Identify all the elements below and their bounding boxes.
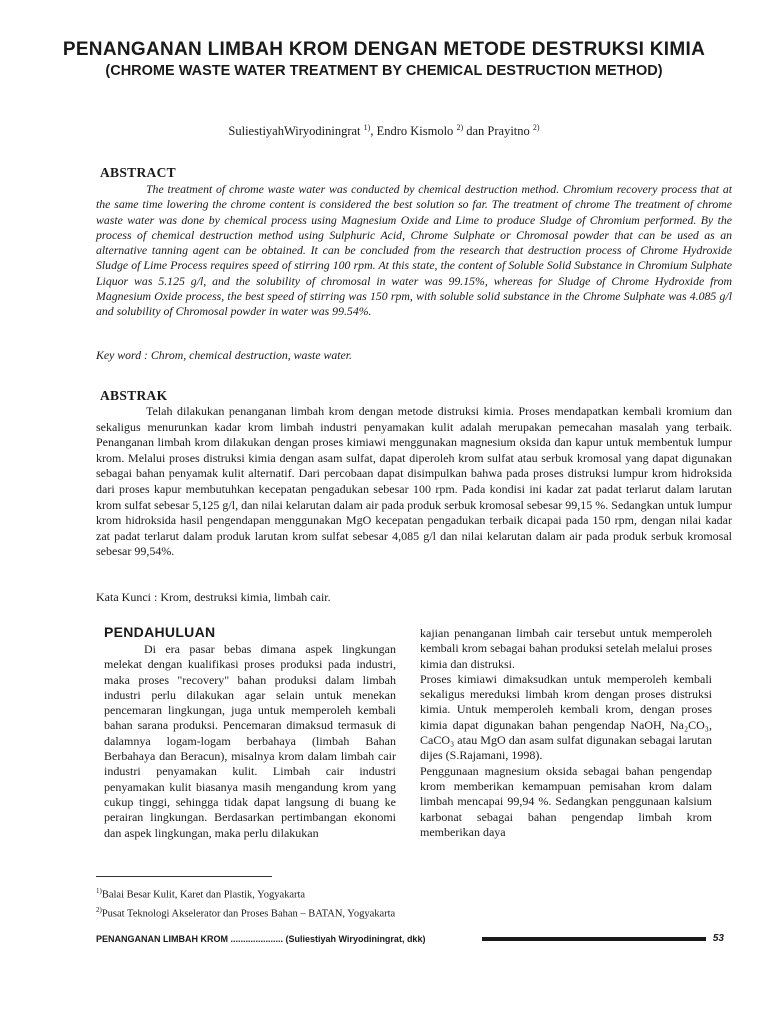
footnote-1-text: Balai Besar Kulit, Karet dan Plastik, Yogyakarta	[101, 889, 306, 901]
footer-rule	[482, 937, 706, 941]
running-head: PENANGANAN LIMBAH KROM ..................... (Suliestiyah Wiryodiningrat, dkk)	[96, 934, 426, 944]
footnote-2	[96, 903, 395, 922]
paper-title: PENANGANAN LIMBAH KROM DENGAN METODE DESTRUKSI KIMIA	[62, 39, 706, 60]
abstrak-heading: ABSTRAK	[100, 388, 168, 403]
footnote-1-mark: 1)	[96, 887, 102, 895]
page-number: 53	[712, 933, 724, 944]
introduction-paragraph: Proses kimiawi dimaksudkan untuk memperoleh kembali sekaligus mereduksi limbah krom dengan proses distruksi kimia. Untuk memperoleh kembali krom, dengan proses kimia dapat digunakan bahan pengendap NaOH, Na₂CO₃, CaCO₃ atau MgO dan asam sulfat digunakan sebagai larutan dijes (S.Rajamani, 1998).	[420, 671, 712, 763]
author-3-affiliation-mark: 2)	[532, 123, 540, 132]
introduction-left-column: Di era pasar bebas dimana aspek lingkungan melekat dengan kualifikasi proses produksi pada industri, maka proses "recovery" bahan produksi dalam limbah industri perlu dilakukan agar selain untuk menekan pencemaran lingkungan, juga untuk memperoleh kembali bahan sarana produksi. Pencemaran dimaksud termasuk di dalamnya logam-logam berbahaya (limbah Bahan Berbahaya dan Beracun), misalnya krom dalam limbah cair industri penyamakan kulit. Limbah cair industri penyamakan kulit biasanya masih mengandung krom yang cukup tinggi, sehingga tidak dapat langsung di buang ke perairan lingkungan. Berdasarkan pertimbangan ekonomi dan aspek lingkungan, maka perlu dilakukan	[104, 642, 396, 840]
abstract-body: The treatment of chrome waste water was conducted by chemical destruction method. Chromium recovery process that at the same time lowering the chrome content is considered the best solution so far. The treatment of chrome The treatment of chrome waste water was done by chemical process using Magnesium Oxide and Lime to produce Sludge of Chromium performed. By the process of chemical destruction method using Sulphuric Acid, Chrome Sulphate or Chromosal powder that can be used as an alternative tanning agent can be obtained. It can be concluded from the research that destruction process of Chrome Hydroxide Sludge of Lime Process requires speed of stirring 100 rpm. At this state, the content of Soluble Solid Substance in Chromium Sulphate Liquor was 5.125 g/l, and the solubility of chromosal in water was 99.15%, whereas for Sludge of Chrome Hydroxide from Magnesium Oxide process, the best speed of stirring was 150 rpm, with soluble solid substance in the Chrome Sulphate was 4.085 g/l and solubility of Chromosal powder in water was 99.54%.	[96, 182, 732, 319]
author-conjunction: dan	[466, 124, 485, 139]
abstrak-body: Telah dilakukan penanganan limbah krom dengan metode distruksi kimia. Proses mendapatkan kembali kromium dan sekaligus menurunkan kadar krom limbah industri penyamakan kulit adalah merupakan pemecahan masalah yang terbaik. Penanganan limbah krom dilakukan dengan proses kimiawi menggunakan magnesium oksida dan kapur untuk membentuk lumpur krom. Melalui proses distruksi kimia dengan asam sulfat, dapat diperoleh krom sulfat atau serbuk kromosal yang dapat digunakan sebagai bahan penyamak kulit alternatif. Dari percobaan dapat disimpulkan bahwa pada proses distruksi lumpur krom hidroksida dari proses kapur membutuhkan kecepatan pengadukan sebesar 100 rpm. Pada kondisi ini kadar zat padat terlarut dalam larutan krom sulfat sebesar 5,125 g/l, dan nilai kelarutan dalam air pada produk serbuk kromosal sebesar 99,15 %. Sedangkan untuk lumpur krom hidroksida hasil pengendapan menggunakan MgO kecepatan pengadukan terbaik dicapai pada 150 rpm, dengan nilai kadar zat padat terlarut dalam produk larutan krom sulfat sebesar 4,085 g/l dan nilai kelarutan dalam air pada produk serbuk kromosal sebesar 99,54%.	[96, 404, 732, 559]
abstract-keywords: Key word : Chrom, chemical destruction, waste water.	[96, 348, 353, 362]
introduction-heading: PENDAHULUAN	[104, 624, 216, 640]
author-2-affiliation-mark: 2)	[456, 123, 464, 132]
introduction-right-column	[420, 626, 712, 840]
introduction-paragraph: Penggunaan magnesium oksida sebagai bahan pengendap krom memberikan kemampuan pemisahan krom dalam limbah mencapai 99,94 %. Sedangkan penggunaan kalsium karbonat sebagai bahan pengendap limbah krom memberikan daya	[420, 763, 712, 839]
footnote-2-text: Pusat Teknologi Akselerator dan Proses Bahan – BATAN, Yogyakarta	[101, 908, 396, 920]
footnote-1	[96, 884, 305, 903]
paper-title-block	[40, 38, 728, 81]
footnote-2-mark: 2)	[96, 906, 102, 914]
footnote-divider	[96, 876, 272, 877]
author-separator: ,	[370, 124, 374, 139]
author-line	[40, 120, 728, 139]
author-1: SuliestiyahWiryodiningrat	[228, 124, 361, 139]
author-2: Endro Kismolo	[376, 124, 454, 139]
abstract-heading: ABSTRACT	[100, 165, 176, 180]
paper-subtitle: (CHROME WASTE WATER TREATMENT BY CHEMICAL DESTRUCTION METHOD)	[105, 63, 663, 79]
abstrak-keywords: Kata Kunci : Krom, destruksi kimia, limbah cair.	[96, 590, 331, 604]
introduction-paragraph: kajian penanganan limbah cair tersebut untuk memperoleh kembali krom sebagai bahan produksi setelah melalui proses kimia dan distruksi.	[420, 626, 712, 671]
page-footer	[96, 932, 724, 946]
author-1-affiliation-mark: 1)	[363, 123, 371, 132]
author-3: Prayitno	[487, 124, 530, 139]
